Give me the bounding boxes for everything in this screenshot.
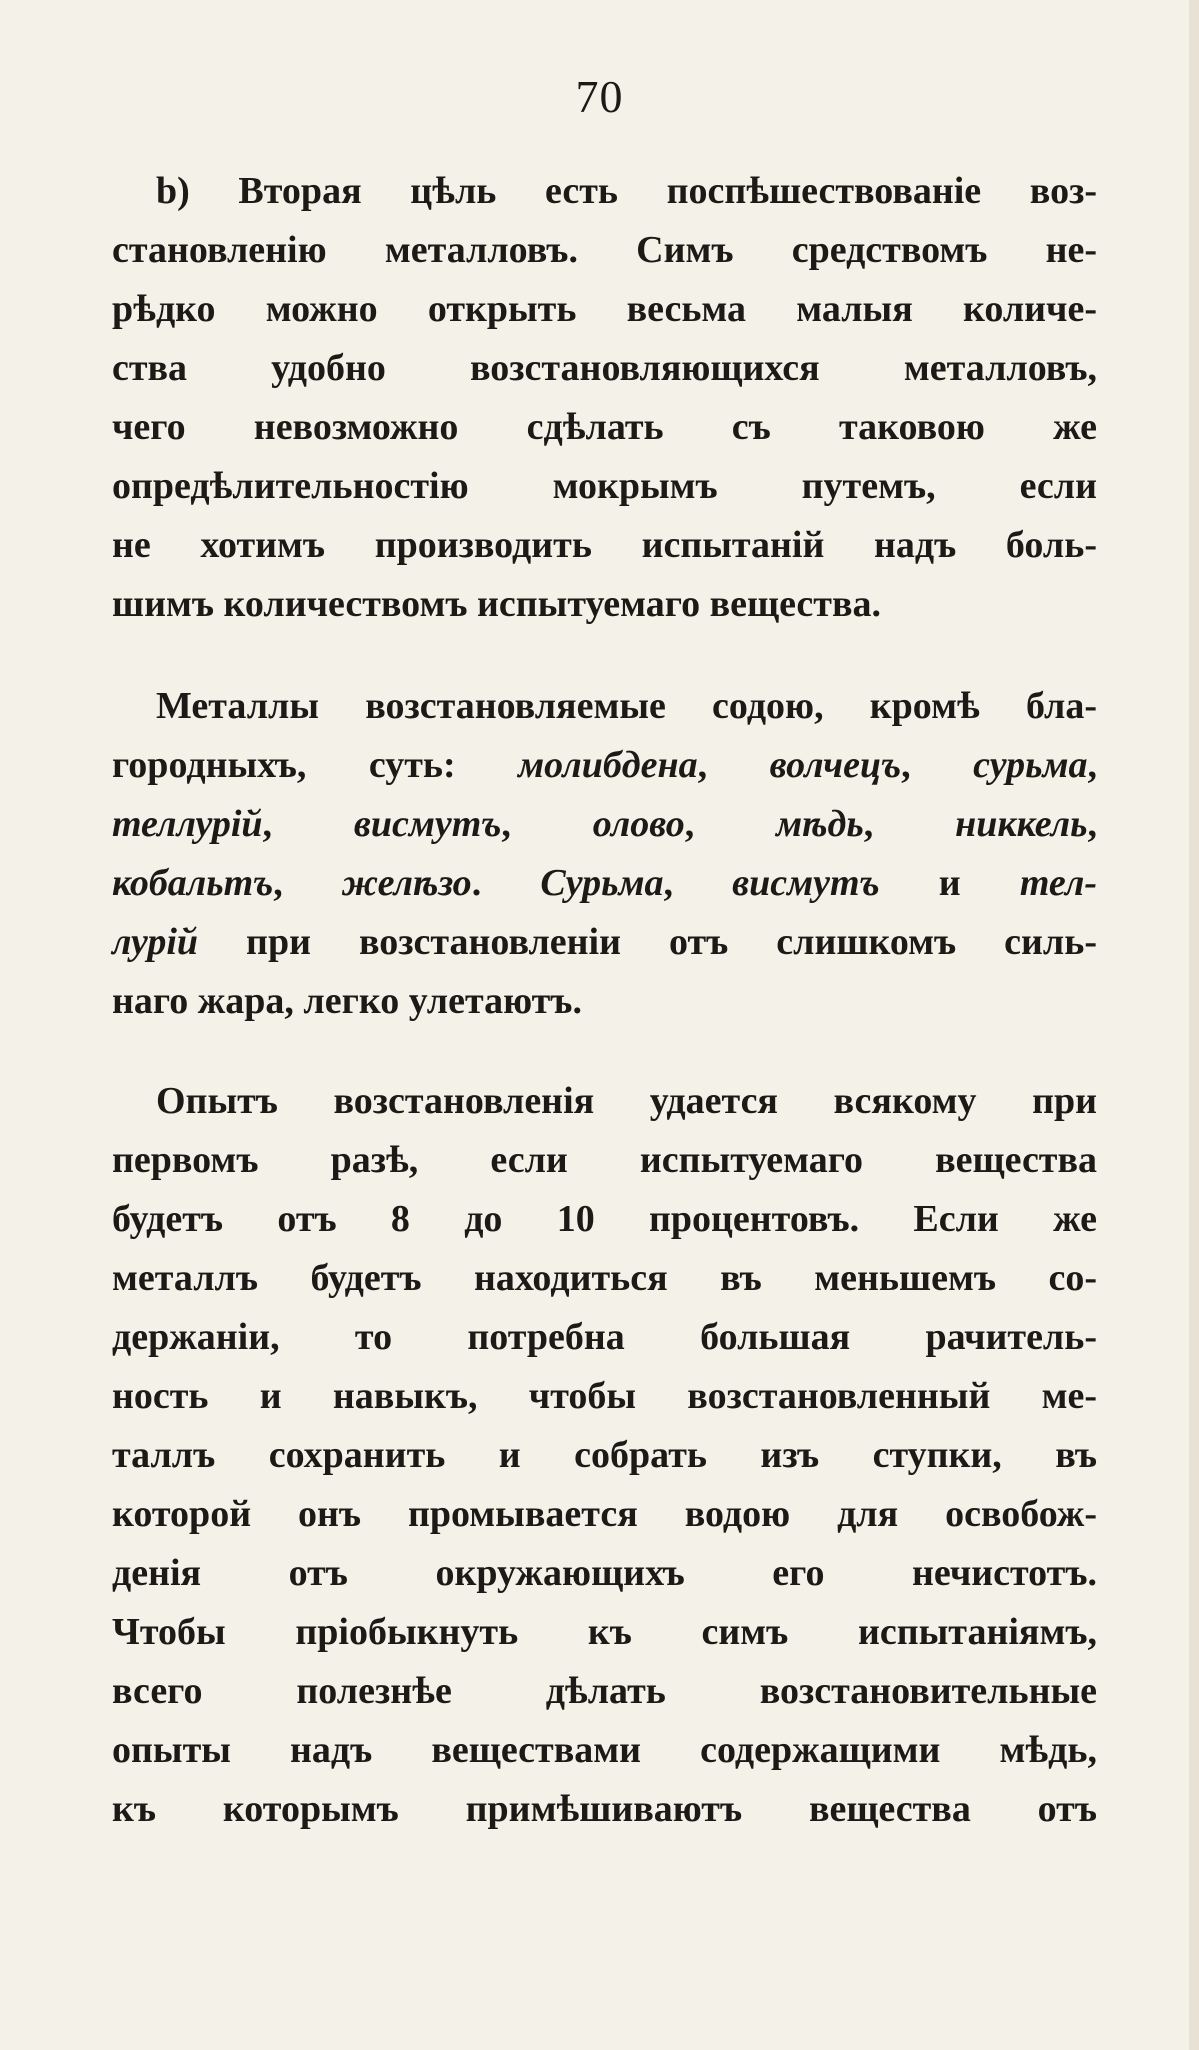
text-run: , <box>501 803 593 845</box>
italic-term: лурій <box>112 921 199 963</box>
italic-term: волчецъ <box>769 744 902 786</box>
text-line: къ которымъ примѣшиваютъ вещества отъ <box>112 1788 1097 1830</box>
text-run: и <box>879 862 1020 904</box>
text-line <box>112 854 1097 913</box>
text-line <box>112 795 1097 854</box>
text-line: держаніи, то потребна большая рачитель- <box>112 1316 1097 1358</box>
text-run: , <box>684 803 777 845</box>
italic-term: теллурій <box>112 803 263 845</box>
italic-term: висмутъ <box>732 862 880 904</box>
italic-term: молибдена <box>518 744 698 786</box>
text-line: всего полезнѣе дѣлать возстановительные <box>112 1670 1097 1712</box>
text-run: , <box>901 744 974 786</box>
text-line: металлъ будетъ находиться въ меньшемъ со- <box>112 1257 1097 1299</box>
italic-term: сурьма <box>973 744 1088 786</box>
text-run: , <box>663 862 733 904</box>
italic-term: висмутъ <box>353 803 502 845</box>
text-line: ства удобно возстановляющихся металловъ, <box>112 347 1097 389</box>
text-line: Опытъ возстановленія удается всякому при <box>156 1080 1097 1122</box>
text-run: , <box>697 744 770 786</box>
text-line <box>112 736 1097 795</box>
italic-term: никкель <box>955 803 1088 845</box>
paragraph-1 <box>112 162 1097 634</box>
page-number: 70 <box>575 71 624 122</box>
text-run: , <box>262 803 354 845</box>
text-run: Металлы возстановляемые содою, кромѣ бла- <box>156 685 1097 727</box>
paragraph-3 <box>112 1072 1097 1839</box>
paragraph-2 <box>112 677 1097 1031</box>
italic-term: Сурьма <box>540 862 664 904</box>
italic-term: тел- <box>1019 862 1097 904</box>
text-run: наго жара, легко улетаютъ. <box>112 980 582 1022</box>
text-line: опредѣлительностію мокрымъ путемъ, если <box>112 465 1097 507</box>
italic-term: мѣдь <box>776 803 864 845</box>
text-line: рѣдко можно открыть весьма малыя количе- <box>112 288 1097 330</box>
text-run: , <box>1087 744 1097 786</box>
text-line: Чтобы пріобыкнуть къ симъ испытаніямъ, <box>112 1611 1097 1653</box>
text-line: первомъ разѣ, если испытуемаго вещества <box>112 1139 1097 1181</box>
text-line: денія отъ окружающихъ его нечистотъ. <box>112 1552 1097 1594</box>
italic-term: кобальтъ <box>112 862 274 904</box>
text-line <box>112 913 1097 972</box>
text-line <box>112 677 1097 736</box>
text-line: чего невозможно сдѣлать съ таковою же <box>112 406 1097 448</box>
text-run: . <box>471 862 541 904</box>
text-run: , <box>863 803 956 845</box>
text-line: ность и навыкъ, чтобы возстановленный ме- <box>112 1375 1097 1417</box>
text-line: которой онъ промывается водою для освобож- <box>112 1493 1097 1535</box>
italic-term: олово <box>592 803 685 845</box>
text-run: , <box>273 862 342 904</box>
text-run: при возстановленіи отъ слишкомъ силь- <box>198 921 1097 963</box>
text-line: таллъ сохранить и собрать изъ ступки, въ <box>112 1434 1097 1476</box>
text-line: не хотимъ производить испытаній надъ боль- <box>112 524 1097 566</box>
italic-term: желѣзо <box>341 862 472 904</box>
text-line <box>112 972 1097 1031</box>
text-run: городныхъ, суть: <box>112 744 519 786</box>
text-run: , <box>1087 803 1097 845</box>
text-line: b) Вторая цѣль есть поспѣшествованіе воз- <box>156 170 1097 212</box>
text-line: будетъ отъ 8 до 10 процентовъ. Если же <box>112 1198 1097 1240</box>
text-line: шимъ количествомъ испытуемаго вещества. <box>112 583 881 625</box>
text-line: становленію металловъ. Симъ средствомъ не- <box>112 229 1097 271</box>
text-line: опыты надъ веществами содержащими мѣдь, <box>112 1729 1097 1771</box>
